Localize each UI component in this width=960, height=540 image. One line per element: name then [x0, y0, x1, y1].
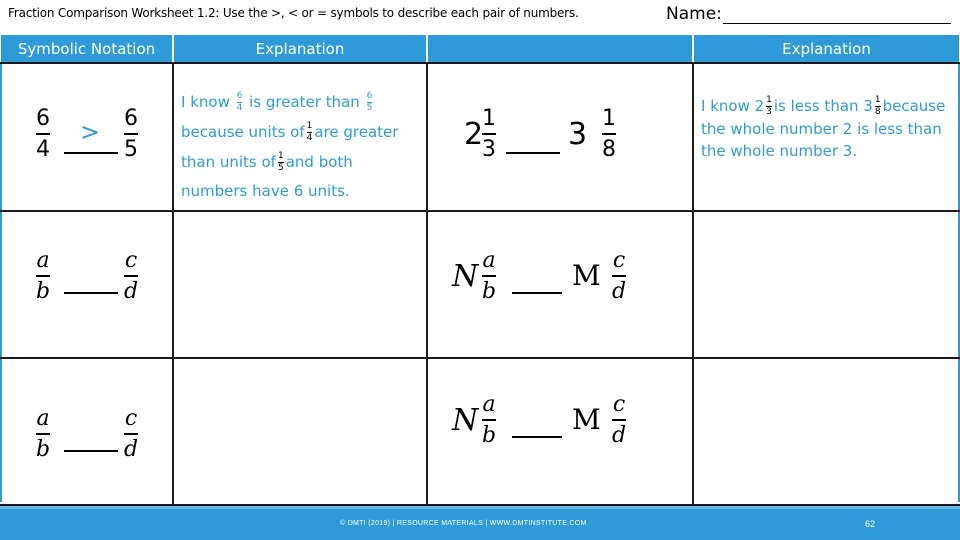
- copyright-text: © DMTI (2019) | RESOURCE MATERIALS | WWW.DMTINSTITUTE.COM: [340, 520, 587, 527]
- comparison-symbol[interactable]: >: [80, 118, 101, 146]
- answer-blank[interactable]: [512, 292, 562, 294]
- header-symbolic-notation: Symbolic Notation: [1, 35, 172, 62]
- row-divider: [0, 210, 960, 212]
- fraction-mid-left: a b: [482, 248, 497, 304]
- header-middle: [428, 35, 692, 62]
- numerator: 6: [36, 106, 50, 131]
- answer-blank[interactable]: [512, 436, 562, 438]
- name-label: Name:: [666, 4, 722, 24]
- footer-bar: [0, 506, 960, 540]
- fraction-right: c d: [124, 406, 139, 462]
- page-number: 62: [865, 519, 876, 529]
- answer-blank[interactable]: [506, 152, 560, 154]
- denominator: 5: [124, 137, 138, 162]
- whole-N: N: [452, 259, 479, 294]
- whole-M: M: [572, 403, 601, 436]
- worksheet-instruction: Fraction Comparison Worksheet 1.2: Use the >, < or = symbols to describe each pair of numbers.: [8, 6, 579, 20]
- left-edge: [0, 62, 2, 502]
- fraction-left: [36, 108, 50, 161]
- divider: [692, 62, 694, 506]
- answer-blank[interactable]: [64, 450, 118, 452]
- whole-N: N: [452, 403, 479, 438]
- fraction-mid-right: c d: [612, 248, 627, 304]
- numerator: 6: [124, 106, 138, 131]
- name-line[interactable]: [723, 7, 951, 24]
- fraction-left: a b: [36, 406, 51, 462]
- header-explanation-right: Explanation: [694, 35, 959, 62]
- fraction-left: a b: [36, 248, 51, 304]
- mixed-whole-right: 3: [568, 117, 588, 152]
- divider: [172, 62, 174, 506]
- fraction-mid-right: c d: [612, 392, 627, 448]
- fraction-mixed-left: 1 3: [482, 106, 496, 162]
- row-divider: [0, 62, 960, 64]
- divider: [426, 62, 428, 506]
- denominator: 4: [36, 137, 50, 162]
- fraction-mid-left: a b: [482, 392, 497, 448]
- answer-blank[interactable]: [64, 292, 118, 294]
- fraction-right: c d: [124, 248, 139, 304]
- row-divider: [0, 357, 960, 359]
- name-field[interactable]: [666, 4, 951, 24]
- fraction-right: [124, 108, 138, 161]
- fraction-mixed-right: 1 8: [602, 106, 616, 162]
- header-explanation-left: Explanation: [174, 35, 426, 62]
- answer-blank[interactable]: [64, 152, 118, 154]
- whole-M: M: [572, 259, 601, 292]
- mixed-whole-left: 2: [464, 117, 484, 152]
